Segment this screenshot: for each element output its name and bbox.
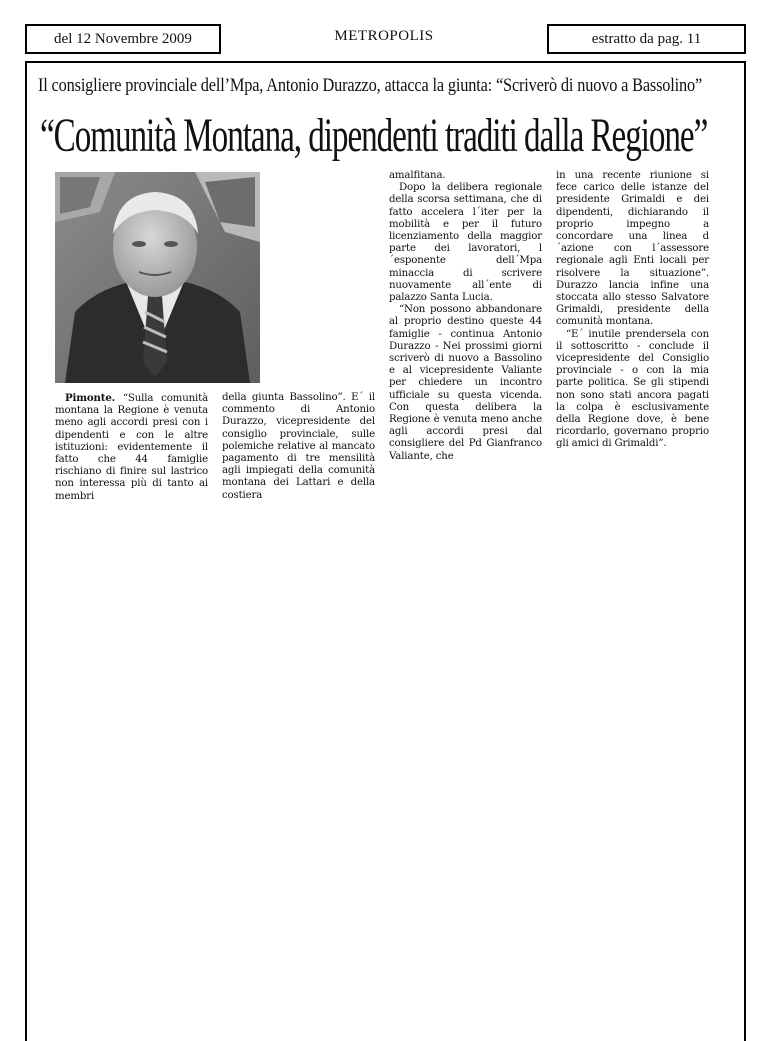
article-date: del 12 Novembre 2009 <box>54 30 192 47</box>
article-column-4 <box>556 170 709 451</box>
page-reference-box <box>547 24 746 54</box>
newspaper-name: METROPOLIS <box>334 28 434 44</box>
column-3-paragraph-3: “Non possono abbandonare al proprio destino queste 44 famiglie - continua Antonio Durazzo - Nei prossimi giorni scriverò di nuovo a Bassolino e al vicepresidente Valiante per chiedere un incontro ufficiale su questa vicenda. Con questa delibera la Regione è venuta meno anche agli accordi presi dal consigliere del Pd Gianfranco Valiante, che <box>389 304 542 462</box>
article-dateline: Pimonte. <box>65 392 116 404</box>
article-column-2 <box>222 392 375 502</box>
date-box <box>25 24 221 54</box>
column-3-paragraph-2: Dopo la delibera regionale della scorsa settimana, che di fatto accelera l´iter per la mobilità e per il futuro licenziamento della maggior parte dei lavoratori, l´esponente dell´Mpa minaccia di scrivere nuovamente all´ente di palazzo Santa Lucia. <box>389 182 542 304</box>
column-1-text: “Sulla comunità montana la Regione è venuta meno agli accordi presi con i dipendenti e con le altre istituzioni: evidentemente il fatto che 44 famiglie rischiano di finire sul lastrico non interessa più di tanto ai membri <box>55 393 208 502</box>
portrait-photo <box>55 172 260 383</box>
portrait-image <box>55 172 260 383</box>
article-kicker: Il consigliere provinciale dell’Mpa, Antonio Durazzo, attacca la giunta: “Scriverò di nuovo a Bassolino” <box>38 75 703 96</box>
column-4-paragraph-2: “E´ inutile prendersela con il sottoscritto - conclude il vicepresidente del Consiglio provinciale - o con la mia parte politica. Se gli stipendi non sono stati ancora pagati la colpa è esclusivamente della Regione dove, è bene ricordarlo, governano proprio gli amici di Grimaldi”. <box>556 328 709 450</box>
article-column-3 <box>389 170 542 463</box>
column-4-paragraph-1: in una recente riunione si fece carico delle istanze del presidente Grimaldi e dei dipendenti, dichiarando il proprio impegno a concordare una linea d´azione con l´assessore regionale agli Enti locali per risolvere la situazione”. Durazzo lancia infine una stoccata allo stesso Salvatore Grimaldi, presidente della comunità montana. <box>556 170 709 328</box>
article-headline: “Comunità Montana, dipendenti traditi dalla Regione” <box>40 109 708 162</box>
column-2-text: della giunta Bassolino”. E´ il commento di Antonio Durazzo, vicepresidente del consiglio provinciale, sulle polemiche relative al mancato pagamento di tre mensilità agli impiegati della comunità montana dei Lattari e della costiera <box>222 392 375 501</box>
page-reference: estratto da pag. 11 <box>591 30 702 47</box>
column-3-paragraph-1: amalfitana. <box>389 170 446 181</box>
article-column-1 <box>55 392 208 503</box>
